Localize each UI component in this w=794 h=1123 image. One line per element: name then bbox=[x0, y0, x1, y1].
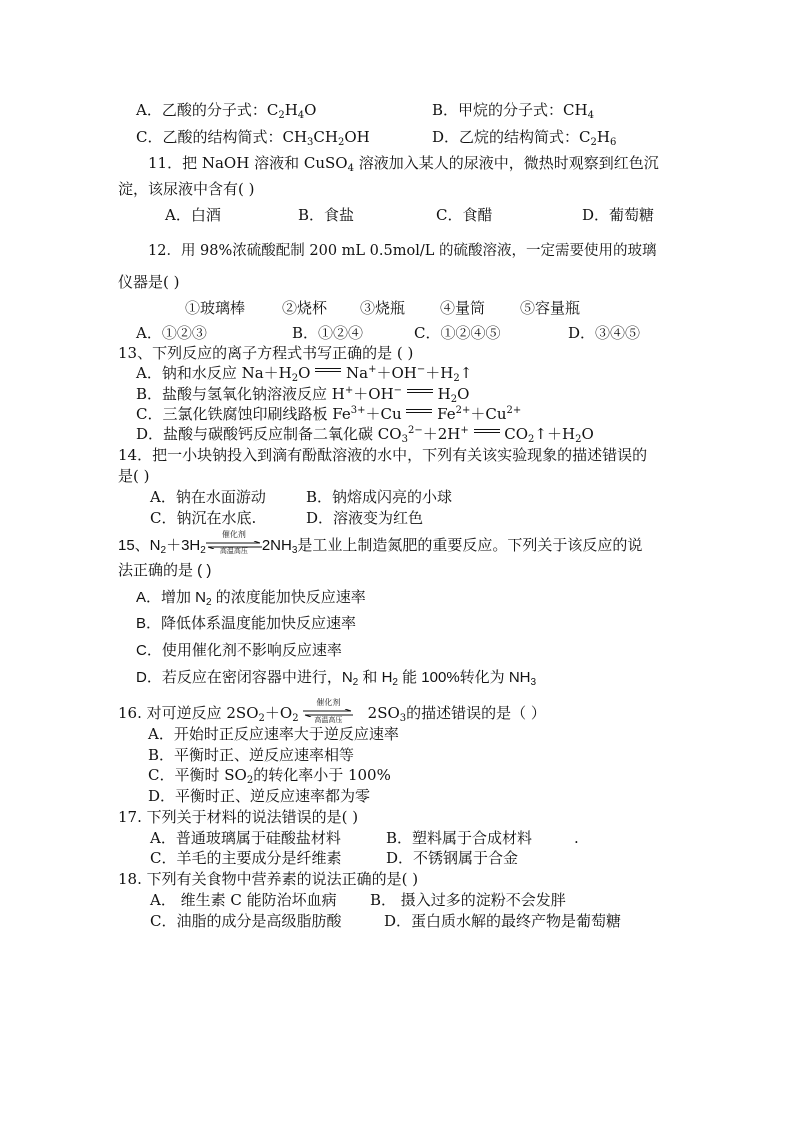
q13-option-d: D．盐酸与碳酸钙反应制备二氧化碳 $CO_3^{2-}+2H^+$ $CO_2↑+H_2O$ bbox=[136, 425, 594, 445]
q12-option-a: A．①②③ bbox=[136, 324, 207, 342]
q12-stem-line2: 仪器是( ) bbox=[118, 273, 180, 291]
q17-option-c: C．羊毛的主要成分是纤维素 bbox=[150, 849, 342, 867]
q12-item-5: ⑤容量瓶 bbox=[520, 299, 581, 317]
q18-option-a: A． 维生素 C 能防治坏血病 bbox=[150, 891, 337, 909]
q12-item-4: ④量筒 bbox=[440, 299, 486, 317]
q11-option-c: C．食醋 bbox=[436, 206, 493, 224]
q14-stem-line1: 14．把一小块钠投入到滴有酚酞溶液的水中，下列有关该实验现象的描述错误的 bbox=[118, 446, 648, 464]
q13-option-b: B．盐酸与氢氧化钠溶液反应 H+＋OH− $H_2O$ bbox=[136, 385, 470, 405]
q14-option-b: B．钠熔成闪亮的小球 bbox=[306, 488, 453, 506]
q18-option-c: C．油脂的成分是高级脂肪酸 bbox=[150, 912, 342, 930]
q16-stem: 16. 对可逆反应 $2SO_2+O_2$ 催化剂 高温高压 $2SO_3$的描述错误的是（ ） bbox=[118, 698, 546, 724]
q11-stem-line2: 淀，该尿液中含有( ) bbox=[118, 180, 255, 198]
q12-option-c: C．①②④⑤ bbox=[414, 324, 501, 342]
q14-option-a: A．钠在水面游动 bbox=[150, 488, 266, 506]
q14-option-c: C．钠沉在水底. bbox=[150, 509, 257, 527]
q12-stem-line1: 12．用 98%浓硫酸配制 200 mL 0.5mol/L 的硫酸溶液，一定需要使用的玻璃 bbox=[148, 243, 657, 259]
q10-option-d: D．乙烷的结构简式：$C_2H_6$ bbox=[432, 128, 617, 148]
q10-option-a: A．乙酸的分子式：$C_2H_4O$ bbox=[136, 101, 317, 121]
q12-item-2: ②烧杯 bbox=[282, 299, 328, 317]
q16-option-b: B．平衡时正、逆反应速率相等 bbox=[148, 746, 355, 764]
q15-reversible-arrow: 催化剂 高温高压 bbox=[206, 536, 262, 556]
q16-option-a: A．开始时正反应速率大于逆反应速率 bbox=[148, 725, 399, 743]
q17-stem: 17. 下列关于材料的说法错误的是( ) bbox=[118, 808, 359, 826]
q14-stem-line2: 是( ) bbox=[118, 467, 150, 485]
q13-option-a: A．钠和水反应 $Na+H_2O$ $Na^++OH^-+H_2↑$ bbox=[136, 364, 473, 384]
q11-stem-line1: 11．把 NaOH 溶液和 CuSO$_4$ 溶液加入某人的尿液中，微热时观察到红色沉 bbox=[148, 154, 659, 174]
q11-option-a: A．白酒 bbox=[165, 206, 221, 224]
q12-item-3: ③烧瓶 bbox=[360, 299, 406, 317]
q17-option-b: B．塑料属于合成材料 bbox=[386, 829, 533, 847]
q18-option-d: D．蛋白质水解的最终产物是葡萄糖 bbox=[384, 912, 622, 930]
q15-option-d: D．若反应在密闭容器中进行，$N_2$ 和 $H_2$ 能 100%转化为 $NH_3$ bbox=[136, 669, 537, 688]
q16-option-c: C．平衡时 $SO_2$的转化率小于 100% bbox=[148, 766, 391, 786]
q17-option-a: A．普通玻璃属于硅酸盐材料 bbox=[150, 829, 341, 847]
q12-item-1: ①玻璃棒 bbox=[185, 299, 246, 317]
q18-stem: 18. 下列有关食物中营养素的说法正确的是( ) bbox=[118, 870, 419, 888]
q15-option-c: C．使用催化剂不影响反应速率 bbox=[136, 642, 342, 659]
q18-option-b: B． 摄入过多的淀粉不会发胖 bbox=[370, 891, 566, 909]
q11-option-b: B．食盐 bbox=[298, 206, 355, 224]
q12-option-b: B．①②④ bbox=[292, 324, 364, 342]
q10-option-c: C．乙酸的结构简式：$CH_3CH_2OH$ bbox=[136, 128, 370, 148]
q13-option-c: C．三氯化铁腐蚀印刷线路板 $Fe^{3+}+Cu$ $Fe^{2+}+Cu^{2+}$ bbox=[136, 405, 522, 423]
q15-stem-line1: 15、$N_2+3H_2$ 催化剂 高温高压 $2NH_3$是工业上制造氮肥的重要反应。下列关于该反应的说 bbox=[118, 530, 643, 556]
q17-option-d: D．不锈钢属于合金 bbox=[386, 849, 519, 867]
q13-stem: 13、下列反应的离子方程式书写正确的是 ( ) bbox=[118, 344, 414, 362]
q14-option-d: D．溶液变为红色 bbox=[306, 509, 424, 527]
q11-option-d: D．葡萄糖 bbox=[582, 206, 655, 224]
q16-option-d: D．平衡时正、逆反应速率都为零 bbox=[148, 787, 371, 805]
q16-reversible-arrow: 催化剂 高温高压 bbox=[303, 704, 353, 724]
q15-stem-line2: 法正确的是 ( ) bbox=[118, 562, 212, 579]
q10-option-b: B．甲烷的分子式：$CH_4$ bbox=[432, 101, 594, 121]
q15-option-a: A．增加 $N_2$ 的浓度能加快反应速率 bbox=[136, 589, 366, 608]
q17-stray-dot: . bbox=[574, 829, 579, 847]
q12-option-d: D．③④⑤ bbox=[568, 324, 641, 342]
q15-option-b: B．降低体系温度能加快反应速率 bbox=[136, 615, 357, 632]
